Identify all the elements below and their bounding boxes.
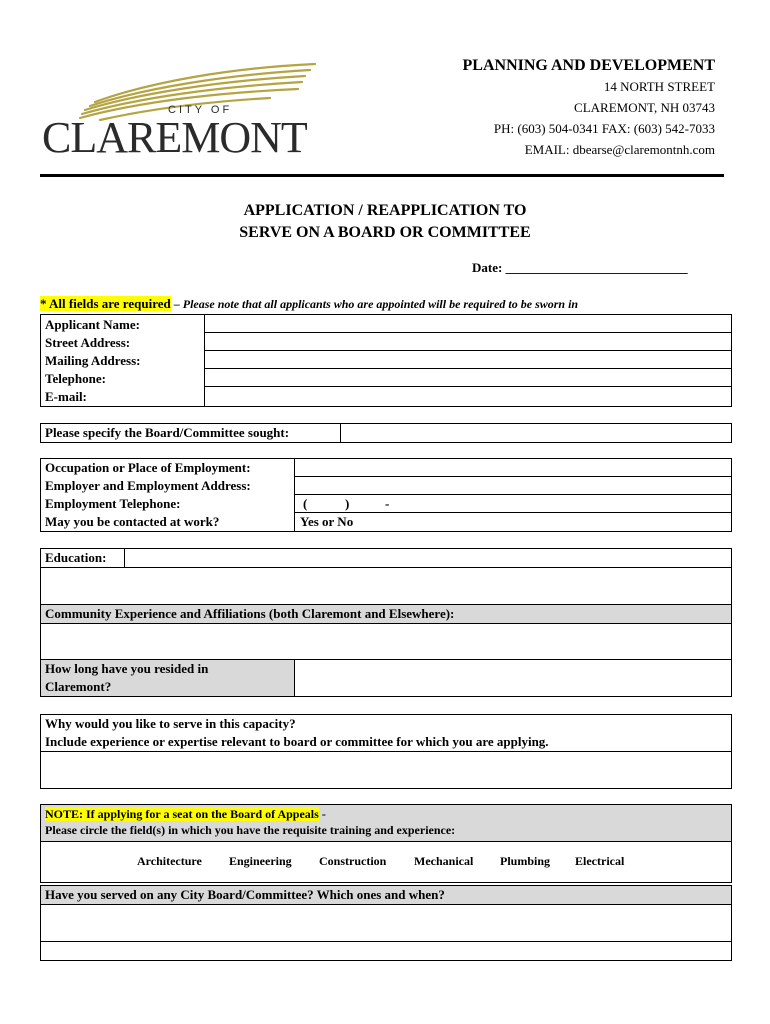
appeals-instruction: Please circle the field(s) in which you have the requisite training and experience: [45,823,456,837]
logo-city-name: CLAREMONT [42,113,307,162]
appeals-note [45,806,455,838]
required-highlight: * All fields are required [40,296,171,311]
email-field[interactable] [205,387,731,406]
why-label-line1: Why would you like to serve in this capacity? [45,716,296,731]
city-state: CLAREMONT, NH 03743 [574,100,715,115]
notice-dash: – [170,297,183,311]
employer-address-field[interactable] [295,477,731,495]
logo-city-of: CITY OF [168,104,233,116]
applicant-name-field[interactable] [205,315,731,333]
street-address-field[interactable] [205,333,731,351]
occupation-label: Occupation or Place of Employment: [45,460,251,475]
field-engineering[interactable]: Engineering [229,854,292,868]
prior-service-field-2[interactable] [40,941,732,961]
board-sought-label: Please specify the Board/Committee sought: [45,425,290,440]
email: EMAIL: dbearse@claremontnh.com [524,142,715,157]
board-sought-field[interactable] [341,424,731,442]
appeals-note-highlight: NOTE: If applying for a seat on the Board of Appeals [45,807,319,821]
mailing-address-label: Mailing Address: [45,353,141,368]
employer-address-label: Employer and Employment Address: [45,478,251,493]
mailing-address-field[interactable] [205,351,731,369]
education-field[interactable] [41,568,731,604]
community-field[interactable] [40,623,732,660]
notice-note: Please note that all applicants who are appointed will be required to be sworn in [182,297,579,311]
header-contact-block [463,55,715,160]
why-label-line2: Include experience or expertise relevant to board or committee for which you are applying. [45,734,549,749]
date-line [472,260,688,276]
prior-service-label: Have you served on any City Board/Committee? Which ones and when? [45,887,445,902]
phone-paren-close: ) [345,496,350,511]
street-address: 14 NORTH STREET [603,79,715,94]
why-field[interactable] [41,752,731,788]
residence-field[interactable] [295,660,731,696]
street-address-label: Street Address: [45,335,131,350]
contact-labels [45,316,140,406]
department-name: PLANNING AND DEVELOPMENT [462,57,715,74]
residence-label-line1: How long have you resided in [45,661,209,676]
date-label: Date: [472,260,503,275]
city-logo [40,60,325,160]
education-label: Education: [45,550,107,565]
title-line1: APPLICATION / REAPPLICATION TO [243,202,527,219]
required-notice [40,296,578,312]
field-mechanical[interactable]: Mechanical [414,854,474,868]
telephone-field[interactable] [205,369,731,387]
page-title [0,200,770,244]
email-label: E-mail: [45,389,87,404]
field-architecture[interactable]: Architecture [137,854,202,868]
residence-label-line2: Claremont? [45,679,112,694]
employment-labels [45,459,251,531]
phone-fax: PH: (603) 504-0341 FAX: (603) 542-7033 [493,121,715,136]
phone-dash: - [385,496,390,511]
contact-at-work-label: May you be contacted at work? [45,514,220,529]
prior-service-field[interactable] [40,904,732,942]
phone-paren-open: ( [303,496,308,511]
occupation-field[interactable] [295,459,731,477]
title-line2: SERVE ON A BOARD OR COMMITTEE [239,224,531,241]
yes-no-option[interactable]: Yes or No [300,514,354,529]
field-plumbing[interactable]: Plumbing [500,854,551,868]
field-electrical[interactable]: Electrical [575,854,625,868]
appeals-note-dash: - [318,807,326,821]
telephone-label: Telephone: [45,371,106,386]
header-rule [40,174,724,177]
education-inline-field[interactable] [125,549,731,567]
date-field[interactable]: ____________________________ [505,260,688,275]
field-construction[interactable]: Construction [319,854,387,868]
applicant-name-label: Applicant Name: [45,317,140,332]
employment-telephone-label: Employment Telephone: [45,496,181,511]
why-labels [45,715,549,751]
residence-labels [45,660,208,696]
community-label: Community Experience and Affiliations (both Claremont and Elsewhere): [45,606,455,621]
employment-telephone-field[interactable] [295,495,731,513]
